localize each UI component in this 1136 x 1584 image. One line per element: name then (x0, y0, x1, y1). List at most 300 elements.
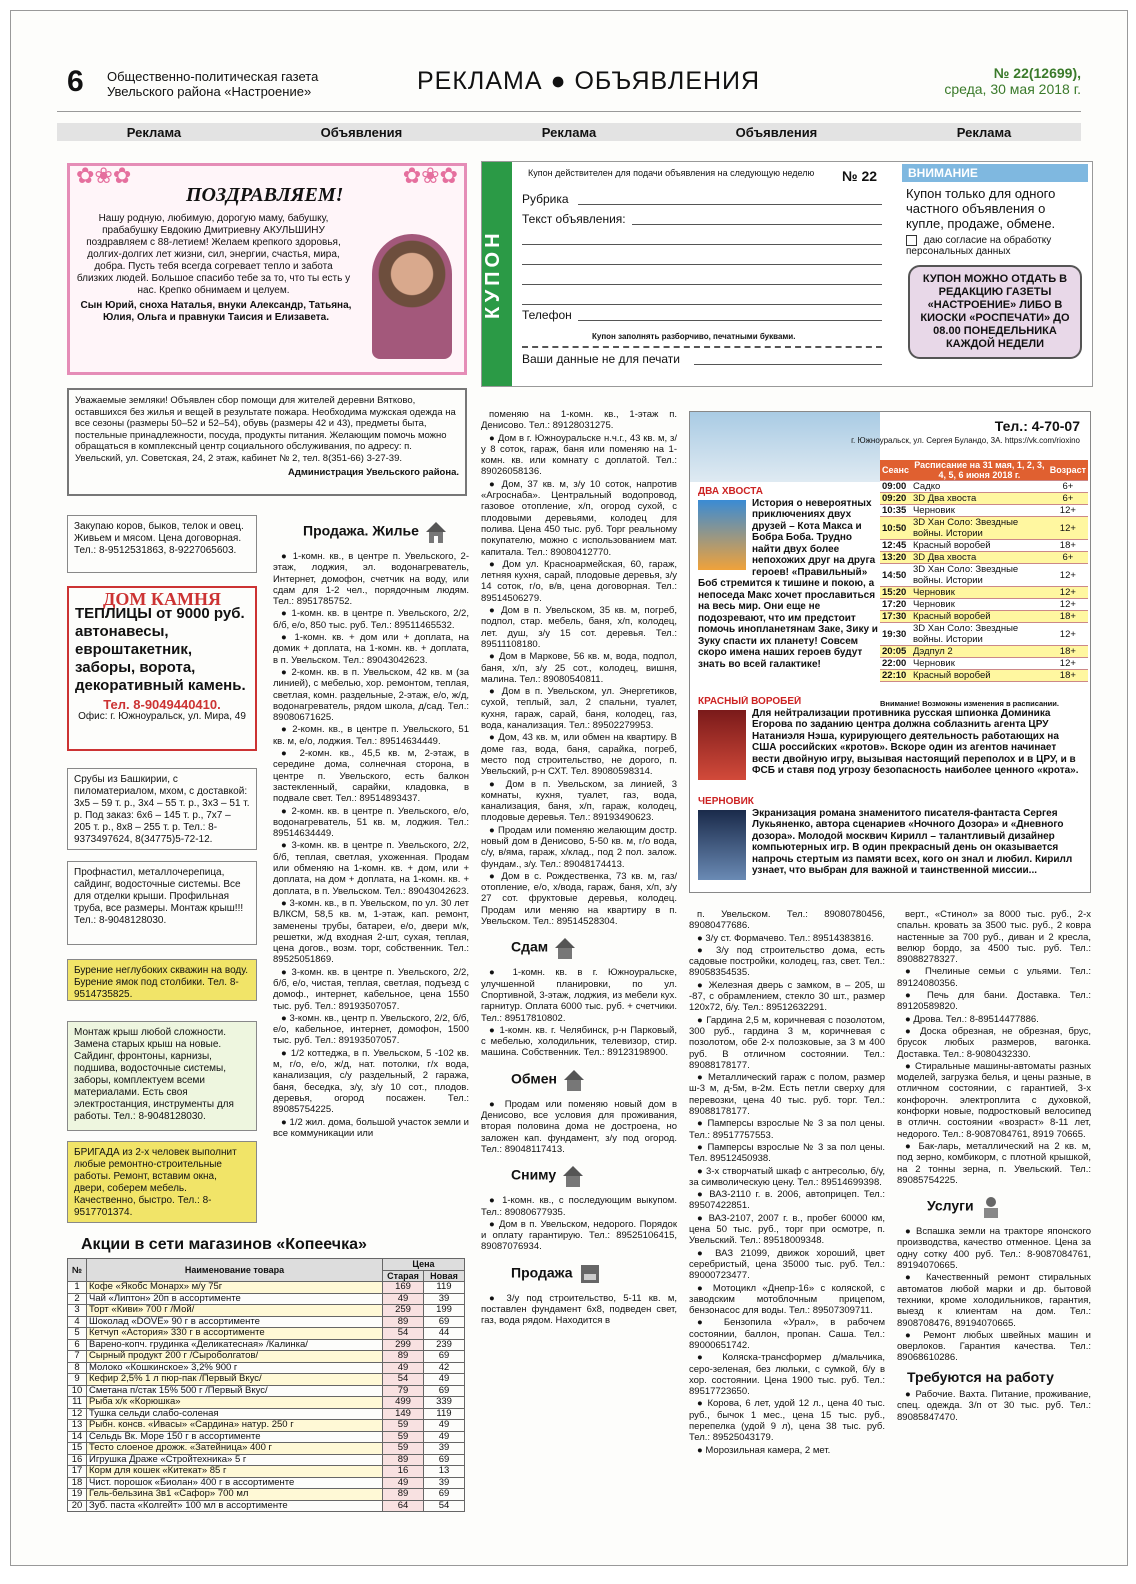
sale-ad: ● Бензопила «Урал», в рабочем состоянии, баллон, пропан. Саша. Тел.: 89000651742. (689, 1317, 885, 1351)
blossom-icon: ✿❀✿ (402, 163, 458, 188)
sale-ad: ● Корова, 6 лет, удой 12 л., цена 40 тыс. руб., бычок 1 мес., цена 15 тыс. руб., перепелка (удой 9 л), цена 38 тыс. руб. Тел.: 89525043179. (689, 1398, 885, 1443)
schedule-age: 18+ (1048, 646, 1088, 658)
schedule-row (880, 670, 1088, 682)
congratulations-ad (67, 163, 467, 375)
promo-product: Варено-копч. грудинка «Деликатесная» /Калинка/ (87, 1339, 383, 1351)
schedule-time: 22:10 (880, 670, 911, 682)
congrats-signature: Сын Юрий, сноха Наталья, внуки Александр, Татьяна, Юлия, Ольга и правнуки Таисия и Елизавета. (80, 300, 352, 323)
schedule-time: 14:50 (880, 564, 911, 587)
promo-product: Чай «Липтон» 20п в ассортименте (87, 1293, 383, 1305)
house-icon (561, 1067, 587, 1093)
promo-new-price: 69 (424, 1454, 465, 1466)
promo-new-price: 49 (424, 1374, 465, 1386)
schedule-time: 09:00 (880, 481, 911, 493)
promo-number: 16 (68, 1454, 87, 1466)
ad-text-input-line[interactable] (522, 304, 882, 305)
schedule-title: Черновик (911, 587, 1048, 599)
consent-checkbox[interactable] (906, 235, 917, 246)
promo-new-price: 39 (424, 1293, 465, 1305)
rubric-3: Реклама (541, 124, 597, 140)
schedule-row (880, 599, 1088, 611)
schedule-header-age: Возраст (1048, 460, 1088, 481)
housing-ad: ● 2-комн. кв. в центре п. Увельского, е/о, водонагреватель, 51 кв. м, лоджия. Тел.: 89514634449. (273, 806, 469, 840)
attention-title: ВНИМАНИЕ (902, 164, 1088, 182)
sale-ad: п. Увельском. Тел.: 89080780456, 89080477686. (689, 909, 885, 932)
cinema-address: г. Южноуральск, ул. Сергея Буландо, 3А. https://vk.com/rioxino (851, 436, 1080, 445)
roofing-ad: Профнастил, металлочерепица, сайдинг, водосточные системы. Все для отделки крыши. Профильная труба, все размеры. Монтаж крыш!!! Тел.: 8-9048128030. (67, 861, 257, 945)
promo-old-price: 79 (383, 1385, 424, 1397)
schedule-title: Красный воробей (911, 670, 1048, 682)
promo-number: 12 (68, 1408, 87, 1420)
notice-text: Уважаемые земляки! Объявлен сбор помощи для жителей деревни Вятково, оставшихся без жилья и вещей в результате пожара. Необходима мужская одежда на все сезоны (размеры 50–52 и 52–54), обувь (размеры 42 и 43), предметы быта, постельные принадлежности, посуда, продукты питания. Желающим помочь можно обращаться в комплексный центр социального обслуживания, по адресу: п. Увельский, ул. Советская, 24, 2 этаж, кабинет № 2, тел. 8(351-66) 3-27-39. (75, 395, 456, 464)
housing-ad: ● 3-комн. кв., в п. Увельском, по ул. 30 лет ВЛКСМ, 58,5 кв. м, 1-этаж, кап. ремонт, заменены трубы, батареи, е/о, двери м/к, решетки, ж/д входная 2-шт, сухая, теплая, цена догов., возм. торг, собственник. Тел.: 89525051869. (273, 898, 469, 966)
coupon-valid-note: Купон действителен для подачи объявления на следующую неделю (528, 168, 815, 178)
house-icon (423, 519, 449, 545)
promo-new-price: 69 (424, 1316, 465, 1328)
promo-row (68, 1500, 465, 1512)
schedule-age: 12+ (1048, 599, 1088, 611)
promo-number: 18 (68, 1477, 87, 1489)
schedule-time: 22:00 (880, 658, 911, 670)
sale-ad: ● 3/у под строительство, 5-11 кв. м, поставлен фундамент 6х8, подведен свет, газ, вода рядом. Находится в (481, 1293, 677, 1327)
schedule-row (880, 540, 1088, 552)
service-ad: ● Вспашка земли на тракторе японского производства, качество отменное. Цена за одну сотку 400 руб. Тел.: 8-9087084761, 89194070665. (897, 1226, 1091, 1271)
schedule-title: Черновик (911, 658, 1048, 670)
promo-old-price: 59 (383, 1443, 424, 1455)
promo-new-price: 69 (424, 1489, 465, 1501)
promo-number: 10 (68, 1385, 87, 1397)
middle-column (481, 409, 677, 1524)
house-ad: ● Дом в п. Увельском, 35 кв. м, погреб, подпол, стар. мебель, баня, х/п, колодец, лет. душ, з/у 15 сот. деревья. Тел.: 89511108180. (481, 605, 677, 650)
promo-new-price: 13 (424, 1466, 465, 1478)
promo-old-price: 169 (383, 1282, 424, 1294)
promo-old-price: 59 (383, 1431, 424, 1443)
sale-ad: ● Дрова. Тел.: 8-89514477886. (897, 1014, 1091, 1025)
attention-panel (902, 164, 1088, 367)
cinema-schedule (880, 460, 1088, 682)
worker-icon (978, 1194, 1004, 1220)
sale-ad: ● 3/у ст. Формачево. Тел.: 89514383816. (689, 933, 885, 944)
promo-new-price: 69 (424, 1351, 465, 1363)
sale-ad: ● ВАЗ-2107, 2007 г. в., пробег 60000 км, цена 50 тыс. руб., торг при осмотре, п. Увельский. Тел.: 89518009348. (689, 1213, 885, 1247)
kopeechka-promo (67, 1236, 467, 1512)
sale-ad: ● Коляска-трансформер д/мальчика, серо-зеленая, без люльки, с сумкой, б/у в хор. состоянии. Цена 1900 тыс. руб. Тел.: 89517723650. (689, 1352, 885, 1397)
promo-row (68, 1385, 465, 1397)
consent-label: даю согласие на обработку персональных данных (906, 235, 1052, 258)
schedule-row (880, 587, 1088, 599)
stove-icon (577, 1261, 603, 1287)
schedule-time: 13:20 (880, 552, 911, 564)
rent-ad: ● 1-комн. кв. г. Челябинск, р-н Парковый, с мебелью, холодильник, телевизор, стир. машина. Собственник. Тел.: 89123198900. (481, 1025, 677, 1059)
house-ad: ● Дом в п. Увельском, за линией, 3 комнаты, кухня, туалет, газ, вода, канализация, баня, х/п, гараж, колодец, плодовые деревья. Тел.: 89193490623. (481, 779, 677, 824)
promo-row (68, 1362, 465, 1374)
promo-product: Сметана п/стак 15% 500 г /Первый Вкус/ (87, 1385, 383, 1397)
consent-row[interactable] (906, 235, 1084, 257)
livestock-ad: Закупаю коров, быков, телок и овец. Живьем и мясом. Цена договорная. Тел.: 8-9512531863, 8-9227065603. (67, 515, 257, 573)
promo-product: Гель-бельзина 3в1 «Сафор» 700 мл (87, 1489, 383, 1501)
schedule-row (880, 493, 1088, 505)
phone-input[interactable] (578, 320, 882, 321)
promo-product: Сельдь Вк. Море 150 г в ассортименте (87, 1431, 383, 1443)
house-ad: ● Дом в Маркове, 56 кв. м, вода, подпол, баня, х/п, з/у 25 сот., колодец, вишня, малина. Тел.: 89080540811. (481, 651, 677, 685)
rubric-5: Реклама (956, 124, 1012, 140)
schedule-time: 15:20 (880, 587, 911, 599)
promo-row (68, 1305, 465, 1317)
section-title: РЕКЛАМА ● ОБЪЯВЛЕНИЯ (417, 67, 761, 95)
movie-title: КРАСНЫЙ ВОРОБЕЙ (698, 696, 802, 707)
attention-text: Купон только для одного частного объявления о купле, продаже, обмене. (906, 186, 1056, 231)
sale-ad: ● Доска обрезная, не обрезная, брус, брусок любых размеров, вагонка. Доставка. Тел.: 8-9080432330. (897, 1026, 1091, 1060)
sale-ad: ● Железная дверь с замком, в – 205, ш -87, с обрамлением, стекло 30 шт., размер 120х72, б/у. Тел.: 89512632291. (689, 980, 885, 1014)
fill-note: Купон заполнять разборчиво, печатными буквами. (592, 332, 796, 341)
promo-product: Кетчуп «Астория» 330 г в ассортименте (87, 1328, 383, 1340)
schedule-age: 18+ (1048, 540, 1088, 552)
promo-number: 5 (68, 1328, 87, 1340)
promo-product: Рыбн. консв. «Ивасы» «Сардина» натур. 250 г (87, 1420, 383, 1432)
schedule-title: 3D Хан Соло: Звездные войны. Истории (911, 564, 1048, 587)
issue-info (944, 65, 1081, 97)
ad-text-input-line[interactable] (632, 224, 882, 225)
promo-product: Молоко «Кошкинское» 3,2% 900 г (87, 1362, 383, 1374)
schedule-title: 3D Два хвоста (911, 493, 1048, 505)
promo-row (68, 1431, 465, 1443)
schedule-notice: Внимание! Возможны изменения в расписании. (880, 699, 1059, 708)
house-ad: ● Дом в г. Южноуральске н.ч.г., 43 кв. м, з/у 8 соток, гараж, баня или поменяю на 1-комн. кв. или комнату с доплатой. Тел.: 89026058136. (481, 433, 677, 478)
promo-row (68, 1374, 465, 1386)
issue-date: среда, 30 мая 2018 г. (944, 81, 1081, 97)
job-ad: ● Рабочие. Вахта. Питание, проживание, спец. одежда. 3/п от 30 тыс. руб. Тел.: 89085847470. (897, 1389, 1091, 1423)
promo-new-price: 119 (424, 1282, 465, 1294)
private-label: Ваши данные не для печати (522, 352, 681, 366)
promo-new-price: 44 (424, 1328, 465, 1340)
header-rule (57, 111, 1081, 112)
sale-ad: верт., «Стинол» за 8000 тыс. руб., 2-х спальн. кровать за 3500 тыс. руб., 2 ковра настенные за 700 руб., диван и 2 кресла, велюр бордо, за 4500 тыс. руб. Тел.: 89088278327. (897, 909, 1091, 966)
promo-table (67, 1258, 465, 1512)
movie-two-tails (698, 486, 878, 696)
sale-ad: ● 3/у под строительство дома, есть садовые постройки, колодец, газ, свет. Тел.: 89058354535. (689, 945, 885, 979)
promo-product: Рыба х/к «Корюшка» (87, 1397, 383, 1409)
house-ad: ● Дом в п. Увельском, ул. Энергетиков, сухой, теплый, зал, 2 спальни, туалет, кухня, гараж, сарай, баня, колодец, газ, вода, канализация. Тел.: 89502279953. (481, 686, 677, 731)
schedule-row (880, 552, 1088, 564)
promo-row (68, 1466, 465, 1478)
housing-ad: ● 1/2 коттеджа, в п. Увельском, 5 -102 кв. м, г/о, е/о, ж/д, нат. потолки, г/х вода, канализация, с/у раздельный, 2 гаража, баня, беседка, з/у, з/у 10 сот., плодов. деревья, огород посажен. Тел.: 89085754225. (273, 1048, 469, 1116)
sale-ad: ● ВАЗ 21099, движок хороший, цвет серебристый, цена 35000 тыс. руб. Тел.: 89000723477. (689, 1248, 885, 1282)
sale-ad: ● Пчелиные семьи с ульями. Тел.: 89124080356. (897, 966, 1091, 989)
promo-number: 13 (68, 1420, 87, 1432)
exchange-ad: ● Продам или поменяю новый дом в Денисово, все условия для проживания, вторая половина дома не достроена, но заложен кап. фундамент, з/у под огород. Тел.: 89048117413. (481, 1099, 677, 1155)
promo-number: 9 (68, 1374, 87, 1386)
schedule-time: 10:50 (880, 517, 911, 540)
schedule-row (880, 611, 1088, 623)
promo-new-price: 119 (424, 1408, 465, 1420)
schedule-time: 09:20 (880, 493, 911, 505)
promo-old-price: 49 (383, 1477, 424, 1489)
stone-body: ТЕПЛИЦЫ от 9000 руб. автонавесы, евроштакетник, заборы, ворота, декоративный камень. (75, 605, 246, 694)
private-input[interactable] (694, 364, 882, 365)
schedule-title: Черновик (911, 599, 1048, 611)
col-number: № (68, 1259, 87, 1282)
sale-ad: ● Памперсы взрослые № 3 за пол цены. Тел. 89512450938. (689, 1142, 885, 1165)
schedule-time: 10:35 (880, 505, 911, 517)
promo-old-price: 49 (383, 1362, 424, 1374)
promo-row (68, 1408, 465, 1420)
rubric-input[interactable] (578, 204, 882, 205)
promo-product: Кефир 2,5% 1 л пюр-пак /Первый Вкус/ (87, 1374, 383, 1386)
schedule-row (880, 564, 1088, 587)
promo-product: Корм для кошек «Китекат» 85 г (87, 1466, 383, 1478)
sale-ad: ● Морозильная камера, 2 мет. (689, 1445, 885, 1456)
paper-name (107, 69, 367, 99)
promo-new-price: 339 (424, 1397, 465, 1409)
promo-old-price: 89 (383, 1489, 424, 1501)
promo-row (68, 1282, 465, 1294)
promo-old-price: 54 (383, 1374, 424, 1386)
movie-text: Для нейтрализации противника русская шпионка Доминика Егорова по заданию центра должна соблазнить агента ЦРУ Натаниэля Нэша, курирующего деятельность работающих на США российских «кротов». Вскоре один из агентов начинает вести двойную игру, вызывая настоящий переполох и в ЦРУ, и в ФСБ и ставя под угрозу безопасность наиболее ценного «крота». (752, 707, 1079, 776)
promo-number: 2 (68, 1293, 87, 1305)
schedule-title: 3D Два хвоста (911, 552, 1048, 564)
right-column (897, 909, 1091, 1524)
schedule-row (880, 517, 1088, 540)
phone-label: Телефон (522, 308, 572, 322)
promo-row (68, 1477, 465, 1489)
promo-old-price: 149 (383, 1408, 424, 1420)
schedule-age: 12+ (1048, 587, 1088, 599)
house-ad: ● Дом, 43 кв. м, или обмен на квартиру. В доме газ, вода, баня, сарайка, погреб, место под строительство, не дорого, п. Увельский, р-н СХТ. Тел. 89080598314. (481, 732, 677, 777)
promo-row (68, 1489, 465, 1501)
repair-team-ad: БРИГАДА из 2-х человек выполнит любые ремонтно-строительные работы. Ремонт, вставим окна, двери, соберем мебель. Качественно, быстро. Тел.: 8-9517701374. (67, 1141, 257, 1223)
log-cabin-ad: Срубы из Башкирии, с пиломатериалом, мхом, с доставкой: 3х5 – 59 т. р., 3х4 – 55 т. р., 3х3 – 51 т. р. Под заказ: 6х6 – 145 т. р., 7х7 – 205 т. р., 8х8 – 255 т. р. Тел.: 8-9373497624, 8(34775)5-72-12. (67, 768, 257, 850)
promo-number: 1 (68, 1282, 87, 1294)
schedule-header-title: Расписание на 31 мая, 1, 2, 3, 4, 5, 6 июня 2018 г. (911, 460, 1048, 481)
col-price: Цена (383, 1259, 465, 1271)
housing-ad: ● 1-комн. кв. + дом или + доплата, на домик + доплата, на 1-комн. кв. + доплата, в п. Увельском. Тел.: 89043042623. (273, 632, 469, 666)
schedule-row (880, 481, 1088, 493)
blossom-icon: ✿❀✿ (76, 163, 132, 188)
promo-row (68, 1328, 465, 1340)
promo-number: 7 (68, 1351, 87, 1363)
cut-line (522, 346, 882, 348)
sale-ad: ● Гардина 2,5 м, коричневая с позолотом, 300 руб., гардина 3 м, коричневая с позолотом, обе 2-х полозковые, за 3 м 400 руб. В отличном состоянии. Тел.: 89088178177. (689, 1015, 885, 1071)
promo-product: Тесто слоеное дрожж. «Затейница» 400 г (87, 1443, 383, 1455)
rubric-4: Объявления (735, 124, 818, 140)
movie-draft (698, 796, 1084, 888)
schedule-title: Красный воробей (911, 611, 1048, 623)
promo-number: 20 (68, 1500, 87, 1512)
promo-new-price: 49 (424, 1431, 465, 1443)
promo-new-price: 69 (424, 1385, 465, 1397)
promo-product: Игрушка Драже «Стройтехника» 5 г (87, 1454, 383, 1466)
schedule-time: 12:45 (880, 540, 911, 552)
heading-rent: Сдам (511, 935, 677, 961)
promo-row (68, 1454, 465, 1466)
heading-exchange: Обмен (511, 1067, 677, 1093)
dom-kamnya-ad (67, 586, 257, 751)
promo-new-price: 199 (424, 1305, 465, 1317)
schedule-title: Красный воробей (911, 540, 1048, 552)
movie-title: ЧЕРНОВИК (698, 796, 754, 807)
rubric-label: Рубрика (522, 192, 569, 206)
movie-text: История о невероятных приключениях двух друзей – Кота Макса и Бобра Боба. Трудно найти двух более непохожих друг на друга героев! «Правильный» Боб стремится к тишине и покою, а непоседа Макс хочет прославиться на весь мир. Они еще не подозревают, что им предстоит помочь инопланетянам Заке, Зику и Зуку спасти их планету! Совсем скоро имена наших героев будут знать во всей галактике! (698, 497, 878, 670)
rent-ad: ● 1-комн. кв. в г. Южноуральске, улучшенной планировки, по ул. Спортивной, 3-этаж, лоджия, из мебели кух. гарнитур. Оплата 6000 тыс. руб. + счетчики. Тел.: 89517810802. (481, 967, 677, 1023)
sale-column (689, 909, 885, 1524)
house-ad: ● Продам или поменяю желающим достр. новый дом в Денисово, 5-50 кв. м, г/о вода, с/у, в/яма, гараж, х/клад., под 2 пол. залож. фундам., з/у. Тел.: 89048174413. (481, 825, 677, 870)
administration-notice (67, 388, 467, 496)
roof-installation-ad: Монтаж крыш любой сложности. Замена старых крыш на новые. Сайдинг, фронтоны, карнизы, подшива, водосточные системы, заборы, комплектуем всеми материалами. Есть своя электростанция, инструменты для работы. Тел.: 8-9048128030. (67, 1021, 257, 1131)
promo-row (68, 1420, 465, 1432)
rubric-bar (57, 123, 1081, 141)
cinema-phone: Тел.: 4-70-07 (994, 418, 1080, 434)
housing-ad: ● 2-комн. кв., 45,5 кв. м, 2-этаж, в середине дома, солнечная сторона, в центре п. Увельского, есть балкон застекленный, сарайки, кладовка, в подвале свет. Тел.: 89514893437. (273, 748, 469, 804)
schedule-age: 6+ (1048, 552, 1088, 564)
schedule-title: Садко (911, 481, 1048, 493)
schedule-time: 17:20 (880, 599, 911, 611)
schedule-title: 3D Хан Соло: Звездные войны. Истории (911, 517, 1048, 540)
promo-old-price: 64 (383, 1500, 424, 1512)
col-old-price: Старая (383, 1270, 424, 1282)
sale-ad: ● Стиральные машины-автоматы разных моделей, загрузка белья, и цены разные, в отличном состоянии, с гарантией, 3-х конфорочн. электроплита с духовкой, конфорки новые, подростковый велосипед в отличн. состоянии «возраст» 8-11 лет, недорого. Тел.: 8-9087084761, 8919 70665. (897, 1061, 1091, 1140)
promo-row (68, 1293, 465, 1305)
rent-in-ad: ● 1-комн. кв., с последующим выкупом. Тел.: 89080677935. (481, 1195, 677, 1218)
ad-text-input-line[interactable] (522, 264, 882, 265)
promo-old-price: 54 (383, 1328, 424, 1340)
schedule-time: 20:05 (880, 646, 911, 658)
movie-title: ДВА ХВОСТА (698, 486, 763, 497)
schedule-age: 12+ (1048, 623, 1088, 646)
promo-title: Акции в сети магазинов «Копеечка» (81, 1236, 367, 1253)
schedule-age: 18+ (1048, 611, 1088, 623)
housing-ad: ● 1-комн. кв., в центре п. Увельского, 2-этаж, лоджия, эл. водонагреватель, Интернет, домофон, счетчик на воду, или сдам для 1-2 чел., порядочным людям. Тел.: 8951785752. (273, 551, 469, 607)
promo-old-price: 259 (383, 1305, 424, 1317)
sale-ad: ● ВАЗ-2110 г. в. 2006, автоприцеп. Тел.: 89507422851. (689, 1189, 885, 1212)
paper-line-2: Увельского района «Настроение» (107, 84, 312, 99)
drilling-ad: Бурение неглубоких скважин на воду. Бурение ямок под столбики. Тел. 8-9514735825. (67, 959, 257, 1001)
ad-coupon (481, 161, 1093, 387)
promo-new-price: 49 (424, 1420, 465, 1432)
promo-old-price: 89 (383, 1351, 424, 1363)
promo-product: Тушка сельди слабо-соленая (87, 1408, 383, 1420)
sale-ad: ● Бак-ларь, металлический на 2 кв. м, под зерно, комбикорм, с плотной крышкой, на 2 тонны зерна, п. Увельский. Тел.: 89085754225. (897, 1141, 1091, 1186)
promo-row (68, 1351, 465, 1363)
promo-number: 8 (68, 1362, 87, 1374)
promo-row (68, 1316, 465, 1328)
stone-phone: Тел. 8-9049440410. (103, 697, 221, 712)
housing-ad: ● 3-комн. кв. в центре п. Увельского, 2/2, б/б, теплая, светлая, ухоженная. Продам или обменяю на 1-комн. кв. + дом, или + доплата, на дом + доплата, на 1-комн. кв. + доплата, в п. Увельском. Тел.: 89043042623. (273, 840, 469, 896)
housing-ad: ● 1/2 жил. дома, большой участок земли и все коммуникации или (273, 1117, 469, 1140)
sale-ad: ● Металлический гараж с полом, размер ш-3 м, д-5м, в-2м. Есть петли сверху для перевозки, цена 40 тыс. руб. торг. Тел.: 89088178177. (689, 1072, 885, 1117)
promo-old-price: 16 (383, 1466, 424, 1478)
col-new-price: Новая (424, 1270, 465, 1282)
schedule-age: 12+ (1048, 505, 1088, 517)
housing-ad: ● 2-комн. кв. в п. Увельском, 42 кв. м (за линией), с мебелью, хор. ремонтом, теплая, светлая, комн. раздельные, 2-этаж, е/о, ж/д, водонагреватель, рядом школа, д/сад. Тел.: 89080671625. (273, 667, 469, 723)
schedule-title: Черновик (911, 505, 1048, 517)
stone-title: ДОМ КАМНЯ (103, 589, 221, 609)
schedule-age: 12+ (1048, 564, 1088, 587)
poster-image (698, 500, 746, 570)
schedule-row (880, 505, 1088, 517)
congrats-title: ПОЗДРАВЛЯЕМ! (186, 184, 344, 206)
ad-text-input-line[interactable] (522, 244, 882, 245)
schedule-age: 6+ (1048, 481, 1088, 493)
schedule-row (880, 658, 1088, 670)
ad-text-label: Текст объявления: (522, 212, 626, 226)
schedule-age: 12+ (1048, 517, 1088, 540)
schedule-title: 3D Хан Соло: Звездные войны. Истории (911, 623, 1048, 646)
heading-sale: Продажа (511, 1261, 677, 1287)
service-ad: ● Ремонт любых швейных машин и оверлоков. Гарантия качества. Тел.: 89068610286. (897, 1330, 1091, 1364)
movie-text: Экранизация романа знаменитого писателя-фантаста Сергея Лукьяненко, автора сценариев «Ночного Дозора» и «Дневного дозора». Молодой москвич Кирилл – талантливый дизайнер компьютерных игр. В один прекрасный день он оказывается напрочь стертым из памяти всех, кого он знал и любил. Кирилл узнает, что выбран для важной и таинственной миссии... (752, 807, 1073, 876)
movie-red-sparrow (698, 696, 1084, 796)
poster-image (698, 810, 746, 880)
house-ad: ● Дом ул. Красноармейская, 60, гараж, летняя кухня, сарай, плодовые деревья, з/у 14 соток, г/о, в/в, цена договорная. Тел.: 89514506279. (481, 559, 677, 604)
coupon-number: № 22 (842, 168, 878, 184)
coupon-strip: КУПОН (482, 162, 512, 386)
schedule-title: Дэдпул 2 (911, 646, 1048, 658)
page-header (57, 61, 1081, 105)
sale-ad: ● Памперсы взрослые № 3 за пол цены. Тел.: 89517757553. (689, 1118, 885, 1141)
sale-ad: ● 3-х створчатый шкаф с антресолью, б/у, за символическую цену. Тел.: 89514699398. (689, 1166, 885, 1189)
rent-in-ad: ● Дом в п. Увельском, недорого. Порядок и оплату гарантирую. Тел.: 89525106415, 89087076934. (481, 1219, 677, 1253)
promo-new-price: 39 (424, 1443, 465, 1455)
cinema-logo (690, 412, 880, 482)
promo-number: 6 (68, 1339, 87, 1351)
schedule-time: 19:30 (880, 623, 911, 646)
promo-old-price: 499 (383, 1397, 424, 1409)
ad-text-input-line[interactable] (522, 284, 882, 285)
promo-product: Зуб. паста «Колгейт» 100 мл в ассортименте (87, 1500, 383, 1512)
promo-new-price: 239 (424, 1339, 465, 1351)
house-ad: ● Дом, 37 кв. м, з/у 10 соток, напротив «Агроснаба». Центральный водопровод, газовое отопление, х/п, огород сухой, с плодовыми деревьями, колодец для полива. Цена 450 тыс. руб. Торг реальному покупателю, можно с использованием мат. капитала. Тел.: 89080412770. (481, 479, 677, 558)
promo-product: Сырный продукт 200 г /Сыроболгатов/ (87, 1351, 383, 1363)
stone-office: Офис: г. Южноуральск, ул. Мира, 49 (78, 711, 246, 722)
promo-number: 4 (68, 1316, 87, 1328)
promo-row (68, 1397, 465, 1409)
promo-number: 15 (68, 1443, 87, 1455)
heading-sale-housing: Продажа. Жилье (303, 519, 469, 545)
cinema-ad (689, 411, 1091, 893)
promo-old-price: 59 (383, 1420, 424, 1432)
promo-product: Шоколад «DOVE» 90 г в ассортименте (87, 1316, 383, 1328)
schedule-age: 18+ (1048, 670, 1088, 682)
schedule-row (880, 623, 1088, 646)
promo-number: 17 (68, 1466, 87, 1478)
paper-line-1: Общественно-политическая газета (107, 69, 319, 84)
housing-ad: ● 2-комн. кв., в центре п. Увельского, 51 кв. м, е/о, лоджия. Тел.: 89514634449. (273, 724, 469, 747)
notice-signature: Администрация Увельского района. (287, 467, 459, 478)
promo-number: 11 (68, 1397, 87, 1409)
promo-new-price: 42 (424, 1362, 465, 1374)
page-number: 6 (67, 65, 84, 98)
heading-rent-in: Сниму (511, 1163, 677, 1189)
poster-image (698, 710, 746, 780)
rubric-1: Реклама (126, 124, 182, 140)
schedule-age: 12+ (1048, 658, 1088, 670)
house-ad: поменяю на 1-комн. кв., 1-этаж п. Денисово. Тел.: 89128031275. (481, 409, 677, 432)
schedule-time: 17:30 (880, 611, 911, 623)
house-ad: ● Дом в с. Рождественка, 73 кв. м, газ/отопление, е/о, х/вода, гараж, баня, х/п, з/у 27 сот. фруктовые деревья, колодец. Продам или меняю на квартиру в п. Увельском. Тел.: 89514528304. (481, 871, 677, 927)
coupon-drop-info: КУПОН МОЖНО ОТДАТЬ В РЕДАКЦИЮ ГАЗЕТЫ «НАСТРОЕНИЕ» ЛИБО В КИОСКИ «РОСПЕЧАТИ» ДО 08.00 ПОНЕДЕЛЬНИКА КАЖДОЙ НЕДЕЛИ (908, 265, 1082, 359)
housing-ad: ● 3-комн. кв. в центре п. Увельского, 2/2, б/б, е/о, чистая, теплая, светлая, подъезд с домоф., интернет, кабельное, цена 1550 тыс. руб. Тел.: 89193507057. (273, 967, 469, 1012)
promo-number: 3 (68, 1305, 87, 1317)
promo-old-price: 49 (383, 1293, 424, 1305)
promo-product: Чист. порошок «Биолан» 400 г в ассортименте (87, 1477, 383, 1489)
issue-number: № 22(12699), (993, 65, 1081, 81)
promo-number: 14 (68, 1431, 87, 1443)
promo-old-price: 299 (383, 1339, 424, 1351)
col-product: Наименование товара (87, 1259, 383, 1282)
schedule-age: 6+ (1048, 493, 1088, 505)
housing-column (273, 511, 469, 1226)
promo-new-price: 39 (424, 1477, 465, 1489)
